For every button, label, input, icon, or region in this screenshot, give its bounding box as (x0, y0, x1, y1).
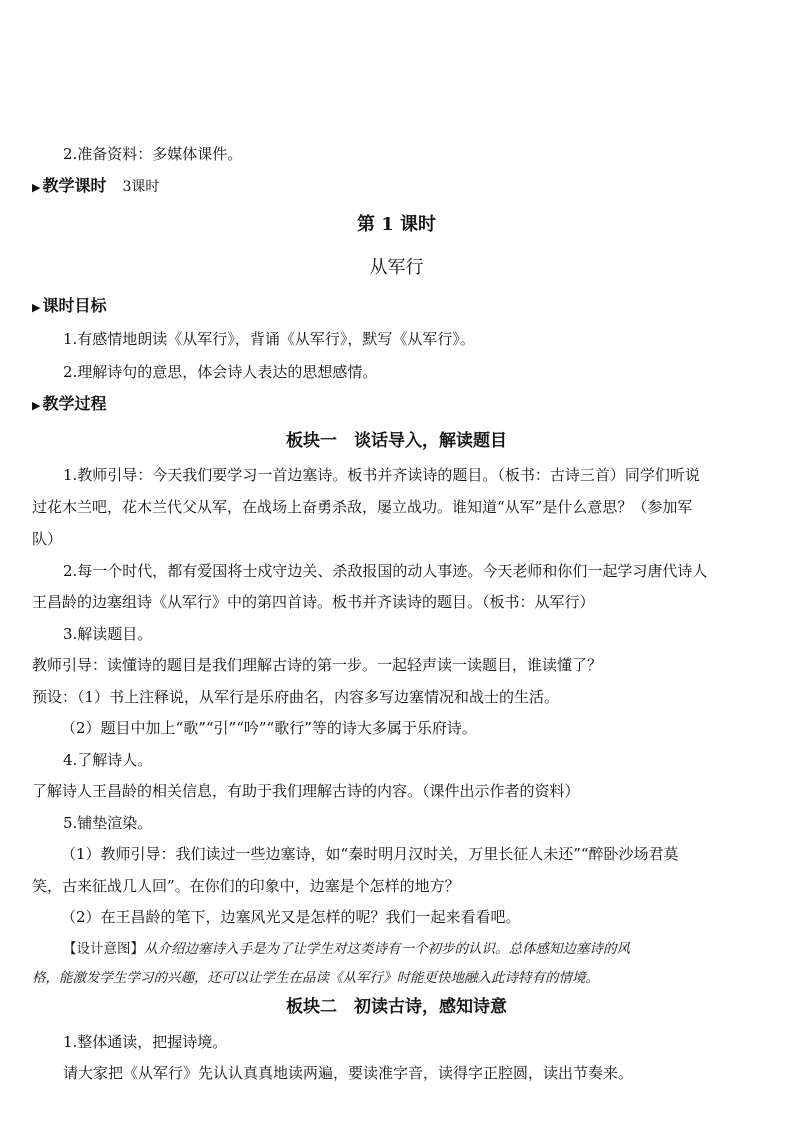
paragraph-line: 笑，古来征战几人回”。在你们的印象中，边塞是个怎样的地方？ (32, 877, 460, 895)
paragraph-line: （1）教师引导：我们读过一些边塞诗，如“秦时明月汉时关，万里长征人未还”“醉卧沙场君莫 (61, 845, 679, 863)
process-heading (32, 394, 106, 416)
design-intent-tag: 【设计意图】 (63, 941, 144, 957)
paragraph-line: 1.整体通读，把握诗境。 (63, 1033, 228, 1051)
paragraph-line: 1.教师引导：今天我们要学习一首边塞诗。板书并齐读诗的题目。（板书：古诗三首）同学们听说 (63, 466, 700, 484)
paragraph-line: 2.每一个时代，都有爱国将士戍守边关、杀敌报国的动人事迹。今天老师和你们一起学习唐代诗人 (63, 562, 708, 580)
hours-label: 教学课时 (42, 176, 107, 195)
poem-title: 从军行 (369, 257, 424, 278)
arrow-icon: ▶ (32, 181, 41, 194)
paragraph-line: 过花木兰吧，花木兰代父从军，在战场上奋勇杀敌，屡立战功。谁知道“从军”是什么意思？（参加军 (32, 498, 693, 516)
block1-title: 板块一 谈话导入，解读题目 (286, 431, 507, 451)
paragraph-line: 4.了解诗人。 (63, 751, 153, 769)
paragraph-line: 预设：（1）书上注释说，从军行是乐府曲名，内容多写边塞情况和战士的生活。 (32, 688, 560, 706)
design-intent-line (63, 939, 630, 959)
paragraph-line: （2）题目中加上“歌”“引”“吟”“歌行”等的诗大多属于乐府诗。 (61, 719, 477, 737)
arrow-icon: ▶ (32, 301, 41, 314)
paragraph-line: 5.铺垫渲染。 (63, 814, 153, 832)
goal-item: 2.理解诗句的意思，体会诗人表达的思想感情。 (63, 363, 378, 381)
goals-heading-label: 课时目标 (42, 296, 107, 315)
paragraph-line: 了解诗人王昌龄的相关信息，有助于我们理解古诗的内容。（课件出示作者的资料） (32, 782, 580, 800)
paragraph-line: （2）在王昌龄的笔下，边塞风光又是怎样的呢？我们一起来看看吧。 (61, 908, 521, 926)
paragraph-line: 请大家把《从军行》先认认真真地读两遍，要读准字音，读得字正腔圆，读出节奏来。 (63, 1064, 634, 1082)
design-intent-line: 格，能激发学生学习的兴趣，还可以让学生在品读《从军行》时能更快地融入此诗特有的情境。 (32, 970, 599, 986)
paragraph-line: 教师引导：读懂诗的题目是我们理解古诗的第一步。一起轻声读一读题目，谁读懂了？ (32, 656, 603, 674)
block2-title: 板块二 初读古诗，感知诗意 (286, 997, 507, 1017)
hours-value: 3课时 (122, 179, 160, 195)
goals-heading (32, 296, 106, 318)
hours-heading (32, 176, 159, 198)
goal-item: 1.有感情地朗读《从军行》，背诵《从军行》，默写《从军行》。 (63, 330, 475, 348)
design-intent-text: 从介绍边塞诗入手是为了让学生对这类诗有一个初步的认识。总体感知边塞诗的风 (144, 941, 630, 957)
arrow-icon: ▶ (32, 399, 41, 412)
paragraph-line: 队） (32, 530, 63, 548)
paragraph-line: 王昌龄的边塞组诗《从军行》中的第四首诗。板书并齐读诗的题目。（板书：从军行） (32, 593, 595, 611)
prep-line: 2.准备资料：多媒体课件。 (63, 145, 243, 163)
lesson-title: 第 1 课时 (356, 214, 437, 235)
process-heading-label: 教学过程 (42, 394, 107, 413)
paragraph-line: 3.解读题目。 (63, 625, 153, 643)
